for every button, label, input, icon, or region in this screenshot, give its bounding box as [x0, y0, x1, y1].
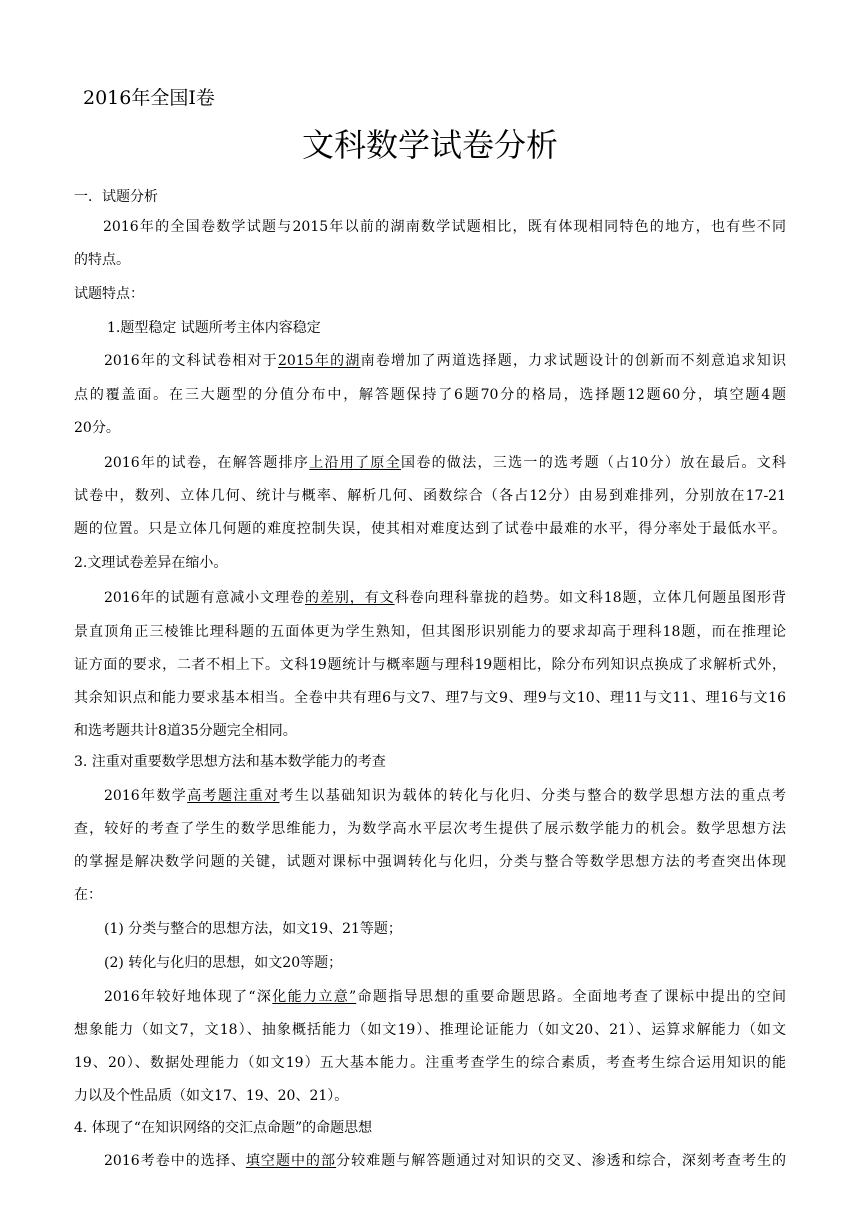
paragraph-line: 2016年数学高考题注重对考生以基础知识为载体的转化与化归、分类与整合的数学思想方法的重点考 [104, 788, 786, 804]
paragraph-line: 景直顶角正三棱锥比理科题的五面体更为学生熟知，但其图形识别能力的要求却高于理科18题，而在推理论 [74, 624, 786, 640]
feature-4-heading: 4. 体现了“在知识网络的交汇点命题”的命题思想 [74, 1120, 373, 1136]
list-item: (2) 转化与化归的思想，如文20等题； [104, 955, 343, 971]
paragraph-line: 20分。 [74, 420, 120, 436]
paragraph-line: 2016年的试题有意减小文理卷的差别，有文科卷向理科靠拢的趋势。如文科18题，立体几何题虽图形背 [104, 590, 786, 606]
features-label: 试题特点： [74, 286, 144, 302]
section-heading: 一．试题分析 [74, 189, 158, 205]
paragraph-line: 的掌握是解决数学问题的关键，试题对课标中强调转化与化归，分类与整合等数学思想方法的考查突出体现 [74, 854, 786, 870]
paragraph-line: 2016年的文科试卷相对于2015年的湖南卷增加了两道选择题，力求试题设计的创新而不刻意追求知识 [104, 353, 786, 369]
feature-3-heading: 3. 注重对重要数学思想方法和基本数学能力的考查 [74, 754, 386, 770]
paragraph-line: 想象能力（如文7，文18）、抽象概括能力（如文19）、推理论证能力（如文20、21）、运算求解能力（如文 [74, 1022, 786, 1038]
paragraph-line: 题的位置。只是立体几何题的难度控制失误，使其相对难度达到了试卷中最难的水平，得分率处于最低水平。 [74, 521, 786, 537]
paragraph-line: 19、20）、数据处理能力（如文19）五大基本能力。注重考查学生的综合素质，考查考生综合运用知识的能 [74, 1055, 786, 1071]
paragraph-line: 和选考题共计8道35分题完全相同。 [74, 723, 297, 739]
paragraph-line: 试卷中，数列、立体几何、统计与概率、解析几何、函数综合（各占12分）由易到难排列，分别放在17-21 [74, 488, 786, 504]
paragraph-line: 查，较好的考查了学生的数学思维能力，为数学高水平层次考生提供了展示数学能力的机会。数学思想方法 [74, 821, 786, 837]
feature-2-heading: 2.文理试卷差异在缩小。 [74, 555, 228, 571]
paragraph-line: 证方面的要求，二者不相上下。文科19题统计与概率题与理科19题相比，除分布列知识点换成了求解析式外， [74, 657, 786, 673]
intro-line-2: 的特点。 [74, 252, 130, 268]
paragraph-line: 2016考卷中的选择、填空题中的部分较难题与解答题通过对知识的交叉、渗透和综合，深刻考查考生的 [104, 1153, 787, 1169]
paragraph-line: 在： [74, 887, 102, 903]
feature-1-heading: 1.题型稳定 试题所考主体内容稳定 [107, 320, 321, 336]
paragraph-line: 点的覆盖面。在三大题型的分值分布中，解答题保持了6题70分的格局，选择题12题60分，填空题4题 [74, 387, 786, 403]
paragraph-line: 2016年较好地体现了“深化能力立意”命题指导思想的重要命题思路。全面地考查了课标中提出的空间 [104, 989, 786, 1005]
intro-line-1: 2016年的全国卷数学试题与2015年以前的湖南数学试题相比，既有体现相同特色的地方，也有些不同 [103, 219, 786, 235]
paragraph-line: 其余知识点和能力要求基本相当。全卷中共有理6与文7、理7与文9、理9与文10、理11与文11、理16与文16 [74, 690, 786, 706]
paragraph-line: 力以及个性品质（如文17、19、20、21）。 [74, 1088, 349, 1104]
page-title: 文科数学试卷分析 [301, 126, 558, 164]
paragraph-line: 2016年的试卷，在解答题排序上沿用了原全国卷的做法，三选一的选考题（占10分）放在最后。文科 [104, 455, 786, 471]
exam-tag: 2016年全国Ⅰ卷 [83, 87, 215, 109]
list-item: (1) 分类与整合的思想方法，如文19、21等题； [104, 921, 402, 937]
